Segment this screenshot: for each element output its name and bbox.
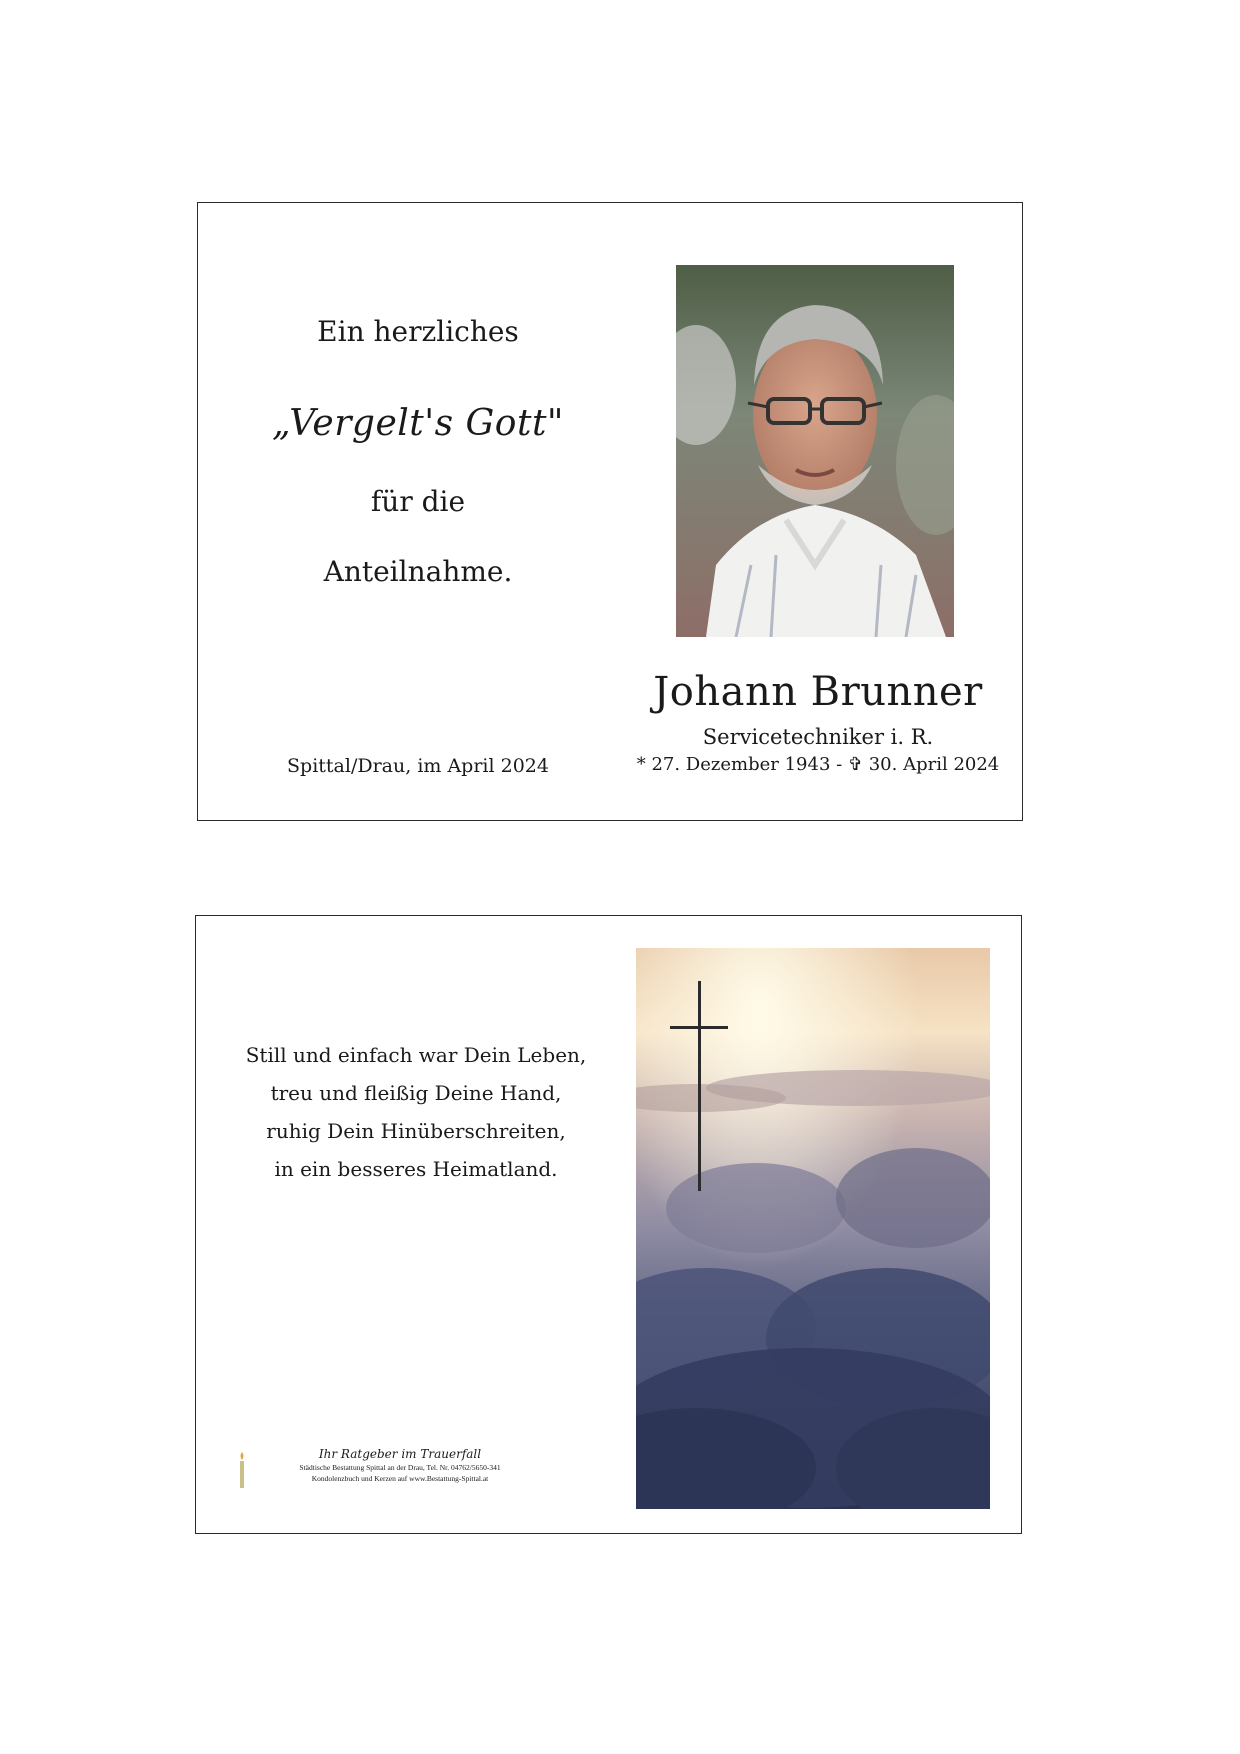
life-dates: * 27. Dezember 1943 - ✞ 30. April 2024: [636, 754, 1000, 775]
thanks-line-4: Anteilnahme.: [323, 555, 513, 588]
thanks-line-2: „Vergelt's Gott": [272, 403, 564, 444]
thanks-line-1: Ein herzliches: [317, 315, 519, 348]
occupation: Servicetechniker i. R.: [702, 725, 934, 749]
thanks-line-3: für die: [370, 485, 466, 518]
funeral-home-footer: [236, 1446, 536, 1506]
verse-line: in ein besseres Heimatland.: [274, 1157, 558, 1181]
portrait-photo: [676, 265, 954, 637]
verse-line: ruhig Dein Hinüberschreiten,: [266, 1119, 566, 1143]
deceased-name: Johann Brunner: [653, 669, 983, 715]
place-date: Spittal/Drau, im April 2024: [287, 755, 549, 777]
verse-line: treu und fleißig Deine Hand,: [270, 1081, 562, 1105]
sky-cross-image: [636, 948, 990, 1509]
footer-website: Kondolenzbuch und Kerzen auf www.Bestattung-Spittal.at: [311, 1474, 489, 1483]
thank-you-card-front: [197, 202, 1023, 821]
footer-tagline: Ihr Ratgeber im Trauerfall: [318, 1447, 482, 1461]
memorial-verse: [236, 1036, 596, 1188]
thank-you-card-back: [195, 915, 1022, 1534]
candle-icon: [236, 1450, 248, 1490]
footer-contact: Städtische Bestattung Spittal an der Drau, Tel. Nr. 04762/5650-341: [299, 1463, 501, 1472]
verse-line: Still und einfach war Dein Leben,: [245, 1043, 587, 1067]
